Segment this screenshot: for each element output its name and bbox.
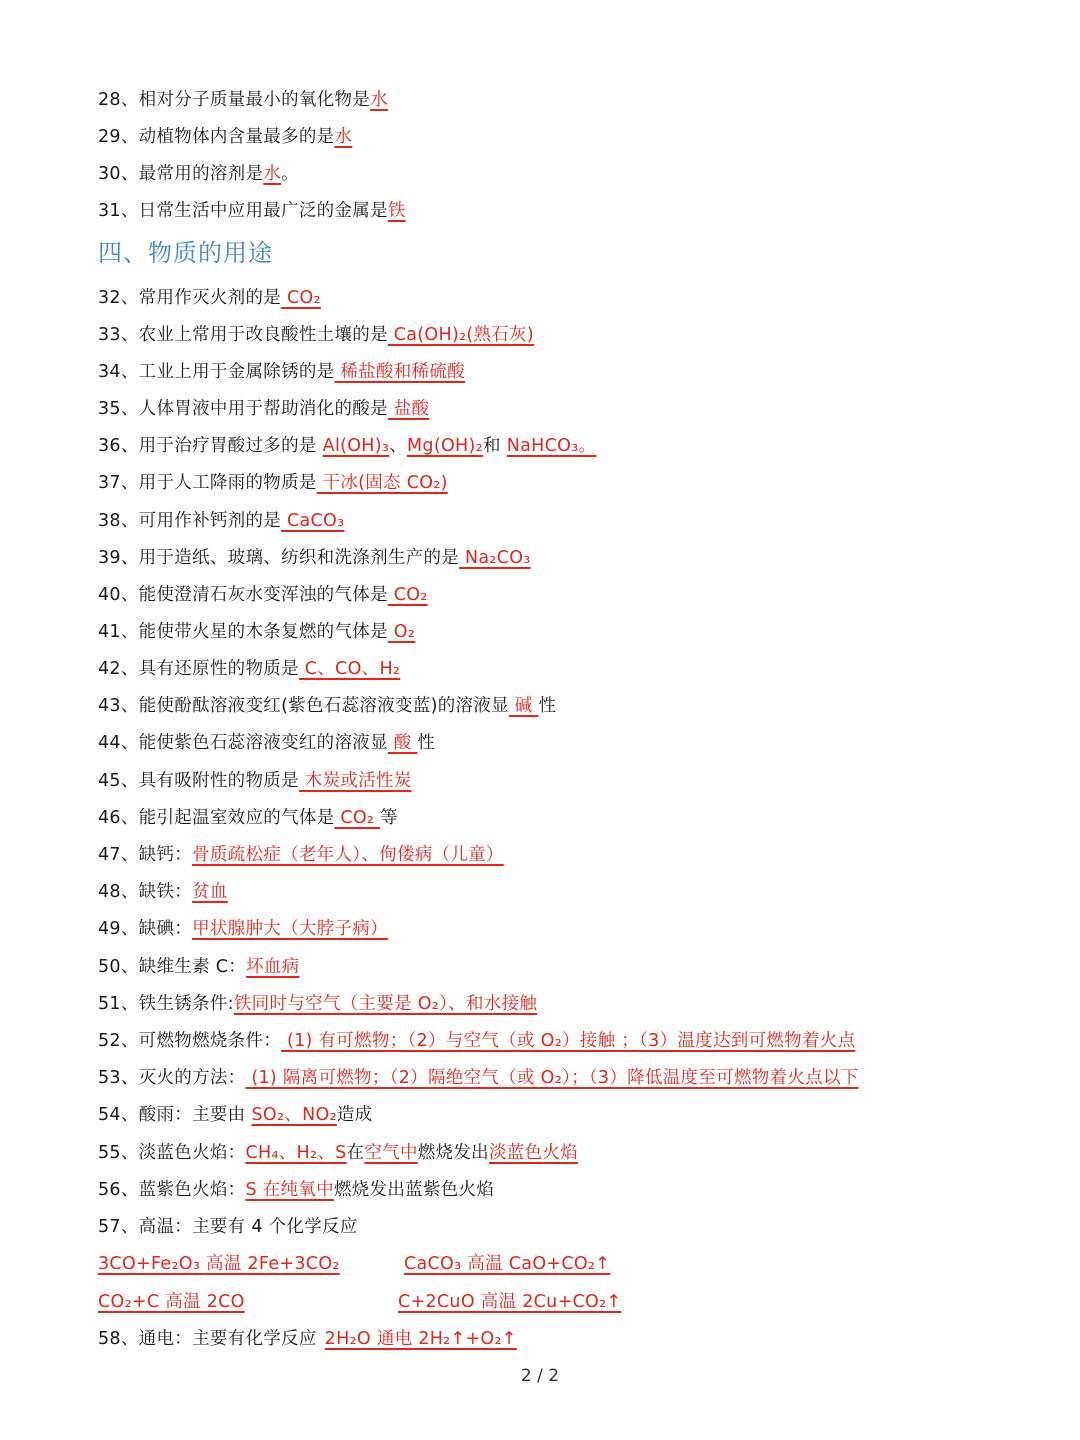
answer-text: CH₄、H₂、S	[245, 1143, 347, 1163]
question-text: 50、缺维生素 C：	[98, 957, 247, 977]
trailing-text: 等	[380, 808, 398, 828]
question-text: 47、缺钙：	[98, 845, 193, 865]
answer-text: Mg(OH)₂	[407, 436, 483, 456]
separator-text: 、	[389, 436, 408, 456]
question-text: 36、用于治疗胃酸过多的是	[98, 436, 317, 456]
answer-text: O₂	[387, 622, 416, 642]
answer-text: 坏血病	[246, 957, 300, 977]
trailing-text: 性	[538, 696, 557, 716]
question-text: 35、人体胃液中用于帮助消化的酸是	[98, 399, 388, 419]
answer-text: 空气中	[364, 1143, 418, 1163]
question-text: 55、淡蓝色火焰：	[98, 1143, 246, 1163]
item-46	[98, 803, 398, 833]
item-31	[98, 196, 406, 226]
item-36	[98, 431, 596, 461]
answer-text: 水	[263, 164, 282, 184]
item-47	[98, 840, 504, 870]
reaction-equation: 3CO+Fe₂O₃ 高温 2Fe+3CO₂	[98, 1254, 340, 1274]
item-50	[98, 952, 299, 982]
item-45	[98, 766, 412, 796]
item-30	[98, 159, 299, 189]
question-text: 56、蓝紫色火焰：	[98, 1180, 246, 1200]
question-text: 29、动植物体内含量最多的是	[98, 127, 335, 147]
question-text: 37、用于人工降雨的物质是	[98, 473, 317, 493]
item-29	[98, 122, 352, 152]
answer-text: SO₂、NO₂	[251, 1105, 337, 1125]
item-52	[98, 1026, 855, 1056]
connector-text: 燃烧发出	[417, 1143, 489, 1163]
item-48	[98, 877, 228, 907]
question-text: 31、日常生活中应用最广泛的金属是	[98, 201, 388, 221]
question-text: 42、具有还原性的物质是	[98, 659, 299, 679]
question-text: 33、农业上常用于改良酸性土壤的是	[98, 325, 388, 345]
item-42	[98, 654, 400, 684]
question-text: 40、能使澄清石灰水变浑浊的气体是	[98, 585, 388, 605]
item-58	[98, 1324, 517, 1354]
section-heading: 四、物质的用途	[98, 239, 273, 267]
answer-text: 甲状腺肿大（大脖子病）	[192, 919, 388, 939]
item-49	[98, 914, 388, 944]
answer-text: 木炭或活性炭	[298, 771, 412, 791]
answer-text: CO₂	[281, 288, 321, 308]
answer-text: 水	[370, 90, 388, 110]
item-55	[98, 1138, 578, 1168]
answer-text: 稀盐酸和稀硫酸	[334, 362, 465, 382]
answer-text: 贫血	[192, 882, 228, 902]
question-text: 43、能使酚酞溶液变红(紫色石蕊溶液变蓝)的溶液显	[98, 696, 509, 716]
answer-text: 骨质疏松症（老年人）、佝偻病（儿童）	[192, 845, 504, 865]
item-51	[98, 989, 537, 1019]
answer-text: Na₂CO₃	[459, 548, 531, 568]
item-43	[98, 691, 556, 721]
trailing-text: 造成	[336, 1105, 373, 1125]
item-35	[98, 394, 429, 424]
reaction-equation: C+2CuO 高温 2Cu+CO₂↑	[398, 1292, 622, 1312]
question-text: 52、可燃物燃烧条件：	[98, 1031, 282, 1051]
reaction-equation: CO₂+C 高温 2CO	[98, 1292, 245, 1312]
trailing-text: 燃烧发出蓝紫色火焰	[333, 1180, 495, 1200]
question-text: 51、铁生锈条件:	[98, 994, 234, 1014]
answer-text: S 在纯氧中	[245, 1180, 334, 1200]
page-number: 2 / 2	[520, 1366, 560, 1386]
item-39	[98, 543, 531, 573]
separator-text: 和	[482, 436, 501, 456]
answer-text: (1) 有可燃物；（2）与空气（或 O₂）接触 ；（3）温度达到可燃物着火点	[281, 1031, 856, 1051]
answer-text: CO₂	[334, 808, 381, 828]
question-text: 41、能使带火星的木条复燃的气体是	[98, 622, 388, 642]
answer-text: 盐酸	[387, 399, 430, 419]
question-text: 54、酸雨：主要由	[98, 1105, 246, 1125]
item-54	[98, 1100, 372, 1130]
item-32	[98, 283, 321, 313]
question-text: 48、缺铁：	[98, 882, 193, 902]
answer-text: 铁	[387, 201, 406, 221]
answer-text: 水	[334, 127, 353, 147]
answer-text: CaCO₃	[281, 511, 345, 531]
answer-text: 铁同时与空气（主要是 O₂）、和水接触	[233, 994, 538, 1014]
item-57	[98, 1212, 358, 1242]
question-text: 57、高温：主要有 4 个化学反应	[98, 1217, 358, 1237]
item-41	[98, 617, 415, 647]
item-34	[98, 357, 465, 387]
trailing-text: 性	[417, 733, 436, 753]
item-44	[98, 728, 435, 758]
question-text: 32、常用作灭火剂的是	[98, 288, 282, 308]
question-text: 49、缺碘：	[98, 919, 193, 939]
item-40	[98, 580, 428, 610]
reaction-row-1	[98, 1249, 652, 1279]
answer-text: (1) 隔离可燃物；（2）隔绝空气（或 O₂）；（3）降低温度至可燃物着火点以下	[245, 1068, 859, 1088]
question-text: 44、能使紫色石蕊溶液变红的溶液显	[98, 733, 388, 753]
answer-text: C、CO、H₂	[298, 659, 401, 679]
answer-text: 干冰(固态 CO₂)	[316, 473, 448, 493]
answer-text: Al(OH)₃	[322, 436, 390, 456]
trailing-text: 。	[281, 164, 299, 184]
answer-text: Ca(OH)₂(熟石灰)	[387, 325, 535, 345]
question-text: 34、工业上用于金属除锈的是	[98, 362, 335, 382]
reaction-equation: CaCO₃ 高温 CaO+CO₂↑	[404, 1254, 611, 1274]
answer-text: 淡蓝色火焰	[488, 1143, 578, 1163]
answer-text: NaHCO₃。	[506, 436, 597, 456]
item-28	[98, 85, 388, 115]
question-text: 46、能引起温室效应的气体是	[98, 808, 335, 828]
item-56	[98, 1175, 494, 1205]
connector-text: 在	[346, 1143, 365, 1163]
question-text: 45、具有吸附性的物质是	[98, 771, 299, 791]
question-text: 53、灭火的方法：	[98, 1068, 246, 1088]
question-text: 39、用于造纸、玻璃、纺织和洗涤剂生产的是	[98, 548, 460, 568]
item-38	[98, 506, 344, 536]
question-text: 30、最常用的溶剂是	[98, 164, 264, 184]
question-text: 58、通电：主要有化学反应	[98, 1329, 317, 1349]
reaction-row-2	[98, 1287, 621, 1317]
answer-text: CO₂	[387, 585, 428, 605]
question-text: 38、可用作补钙剂的是	[98, 511, 282, 531]
answer-text: 2H₂O 通电 2H₂↑+O₂↑	[324, 1329, 517, 1349]
answer-text: 酸	[387, 733, 418, 753]
answer-text: 碱	[508, 696, 539, 716]
item-53	[98, 1063, 859, 1093]
item-37	[98, 468, 448, 498]
item-33	[98, 320, 534, 350]
question-text: 28、相对分子质量最小的氧化物是	[98, 90, 371, 110]
